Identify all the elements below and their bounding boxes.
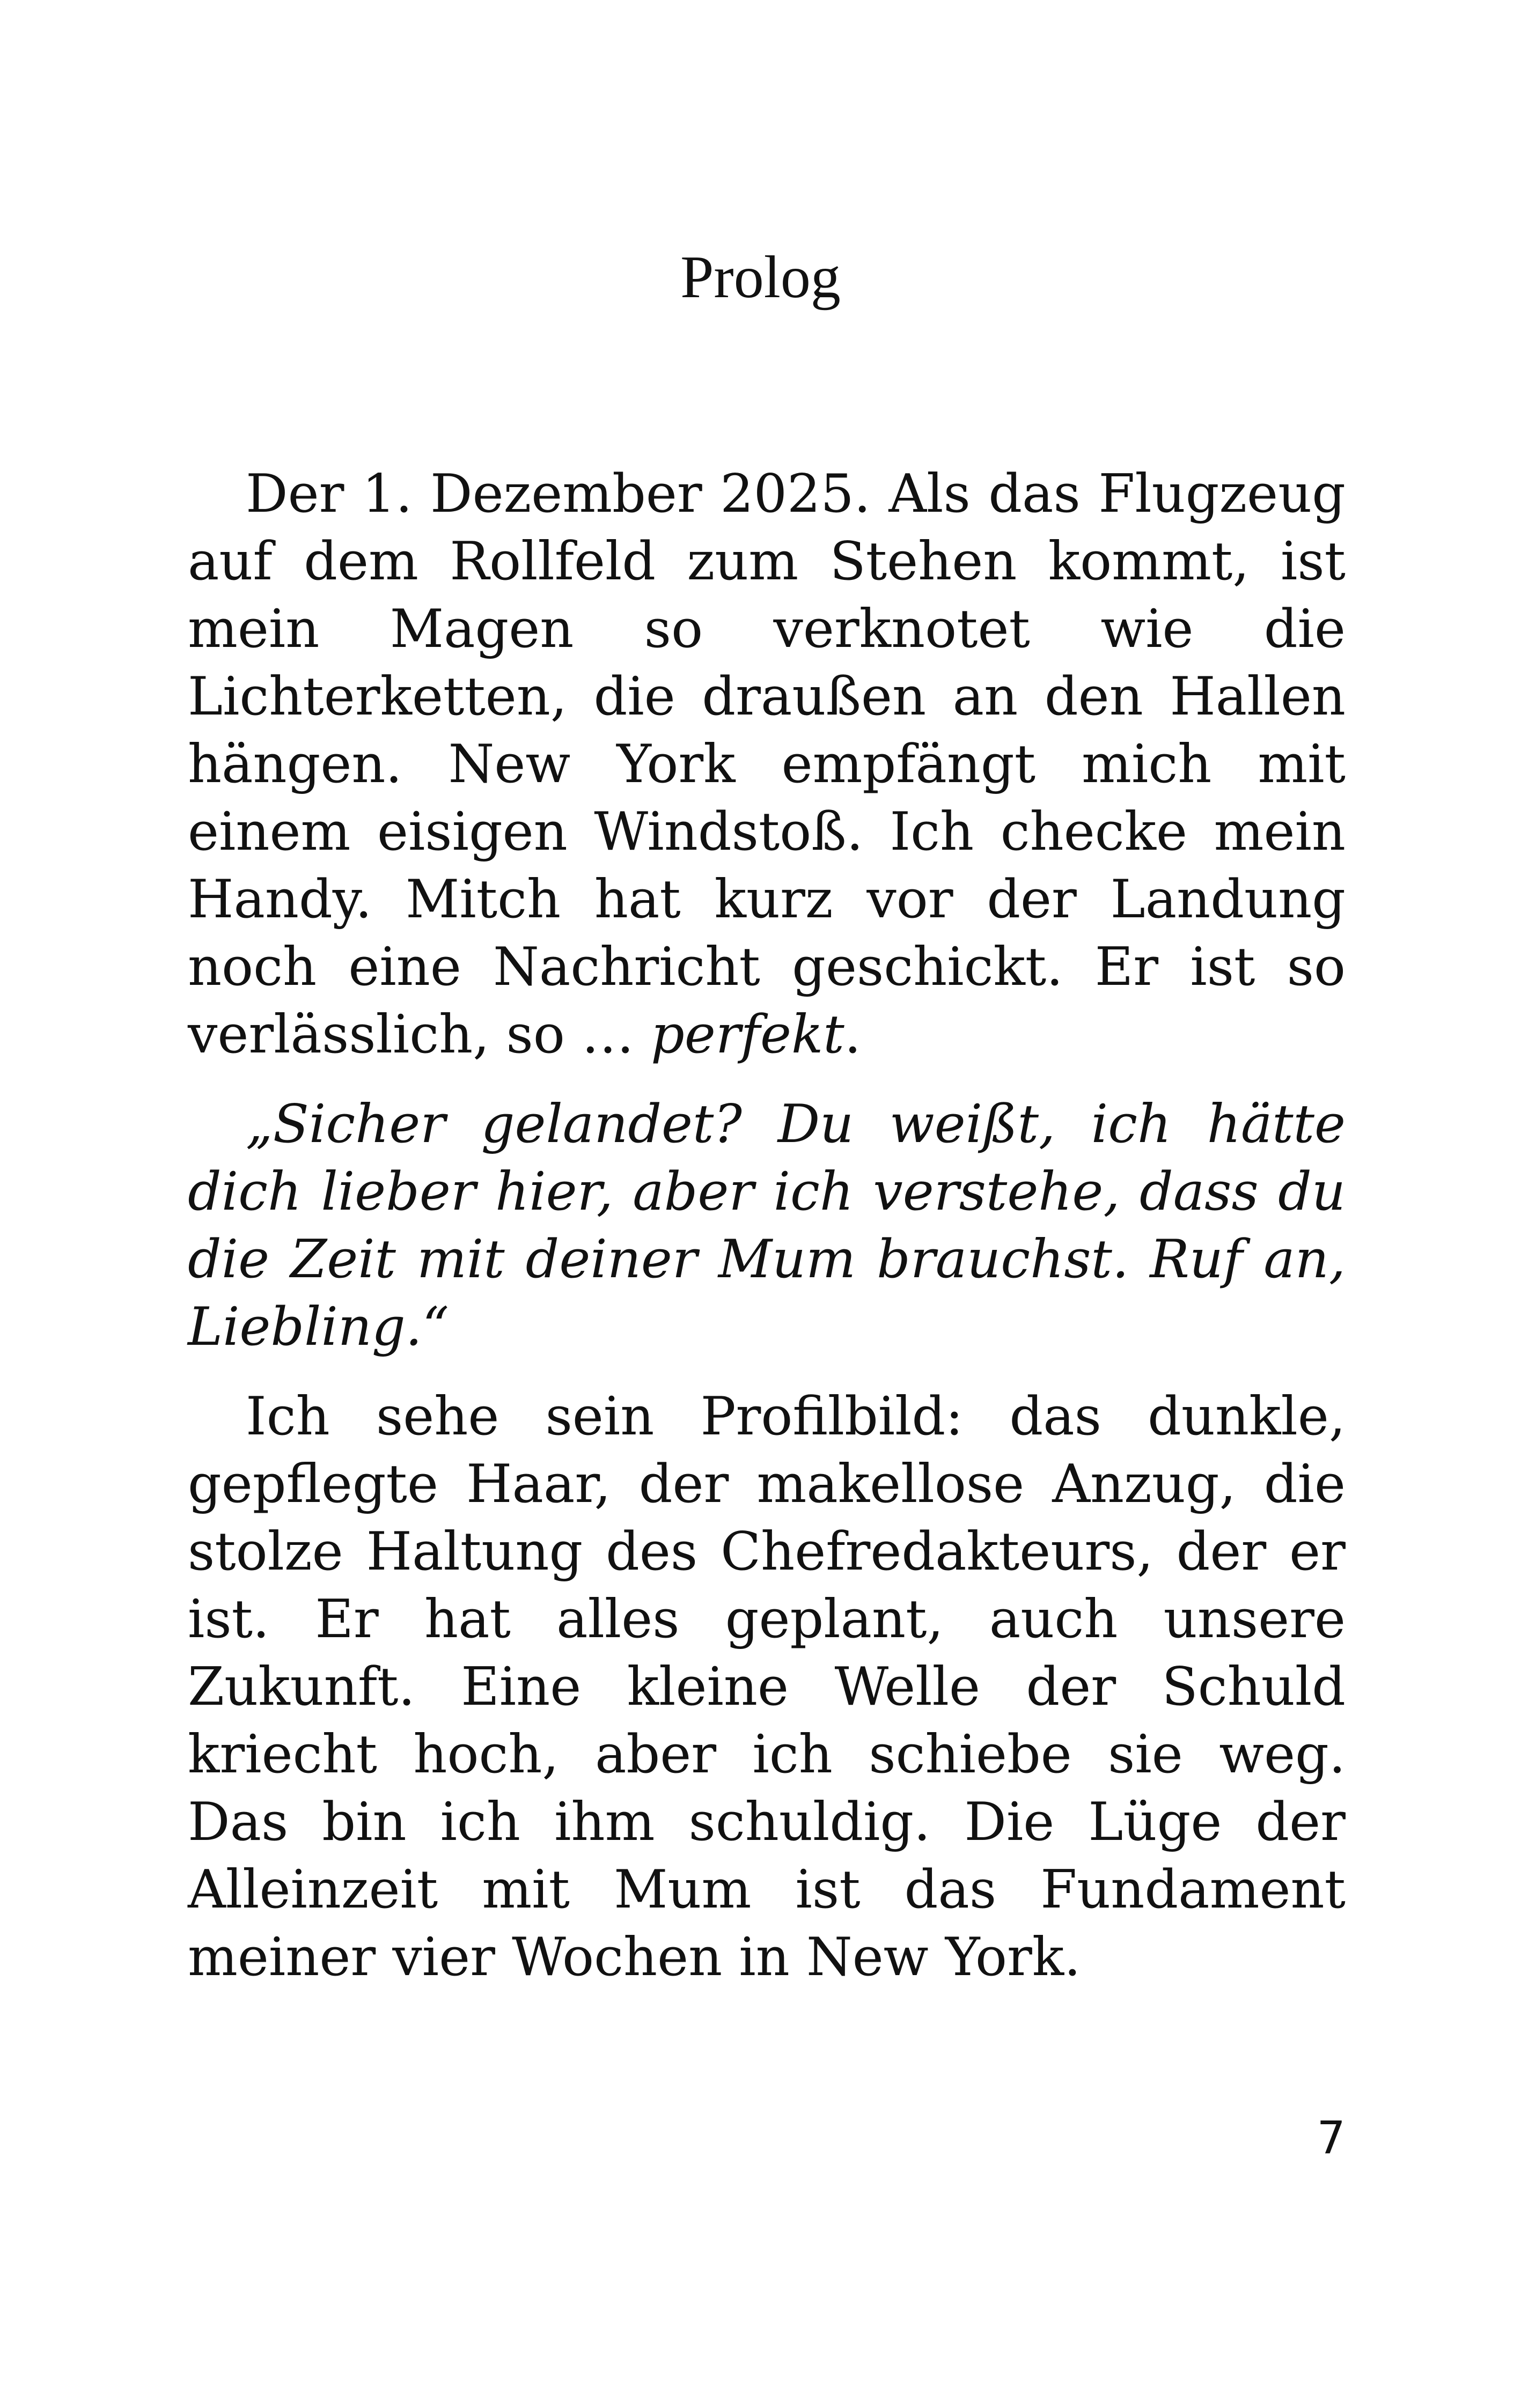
paragraph-message-quote: „Sicher gelandet? Du weißt, ich hätte dich lieber hier, aber ich verstehe, dass du die Zeit mit deiner Mum brauchst. Ruf an, Liebling.“	[188, 1094, 1346, 1358]
paragraph-arrival	[188, 460, 1346, 1069]
paragraph-arrival-end: .	[844, 1004, 861, 1065]
chapter-title: Prolog	[680, 244, 841, 311]
chapter-body	[188, 460, 1346, 2013]
page-number: 7	[1317, 2111, 1346, 2164]
emphasized-word: perfekt	[651, 1004, 844, 1065]
paragraph-arrival-text: Der 1. Dezember 2025. Als das Flugzeug auf dem Rollfeld zum Stehen kommt, ist mein Magen so verknotet wie die Lichterketten, die draußen an den Hallen hängen. New York empfängt mich mit einem eisigen Windstoß. Ich checke mein Handy. Mitch hat kurz vor der Landung noch eine Nachricht geschickt. Er ist so verlässlich, so …	[188, 463, 1346, 1065]
paragraph-profile-picture: Ich sehe sein Profilbild: das dunkle, gepflegte Haar, der makellose Anzug, die stolze Haltung des Chefredakteurs, der er ist. Er hat alles geplant, auch unsere Zukunft. Eine kleine Welle der Schuld kriecht hoch, aber ich schiebe sie weg. Das bin ich ihm schuldig. Die Lüge der Alleinzeit mit Mum ist das Fundament meiner vier Wochen in New York.	[188, 1386, 1346, 1988]
